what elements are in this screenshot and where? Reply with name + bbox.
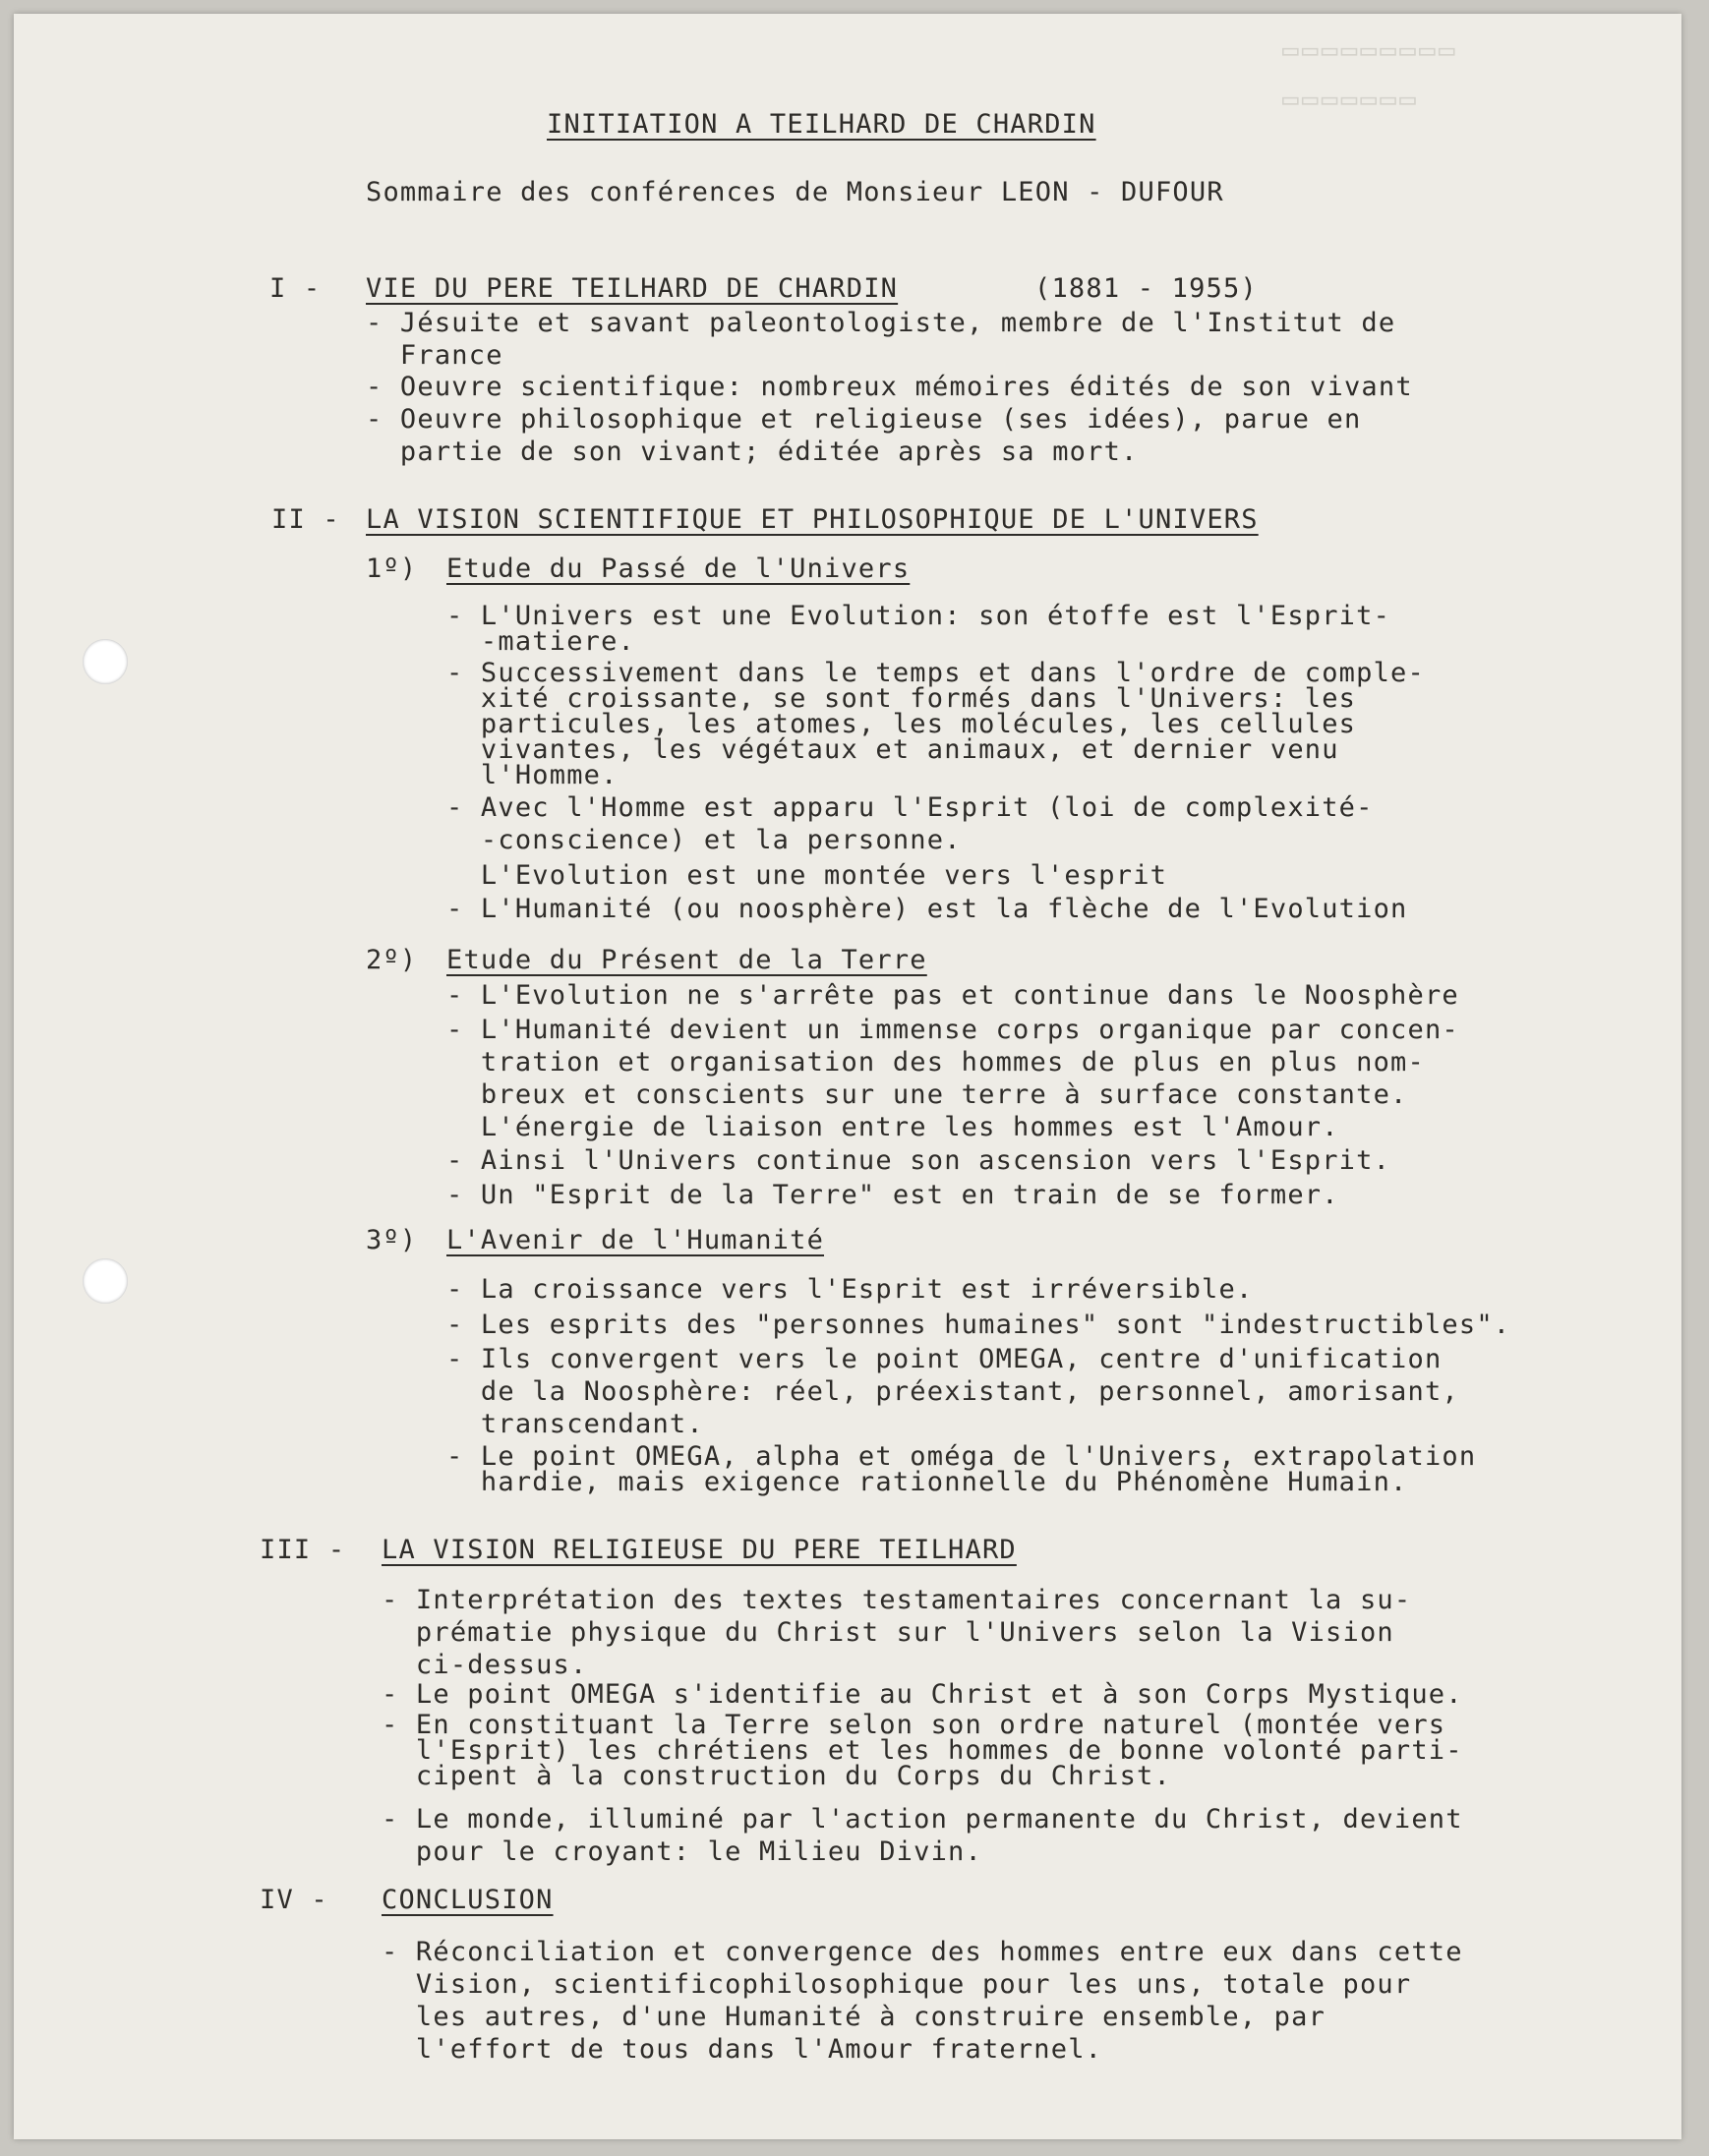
document-title: INITIATION A TEILHARD DE CHARDIN: [547, 109, 1096, 140]
subsection-3-number: 3º): [366, 1225, 418, 1255]
section-3-item: - Le monde, illuminé par l'action permanente du Christ, devient pour le croyant: le Milieu Divin.: [382, 1804, 1463, 1867]
subsection-3-item: - Les esprits des "personnes humaines" sont "indestructibles".: [446, 1310, 1511, 1340]
section-3-heading: LA VISION RELIGIEUSE DU PERE TEILHARD: [382, 1535, 1017, 1565]
section-1-item: - Oeuvre philosophique et religieuse (ses idées), parue en partie de son vivant; éditée après sa mort.: [366, 404, 1362, 467]
typed-page: [14, 14, 1681, 2139]
subsection-2-item: - Un "Esprit de la Terre" est en train de se former.: [446, 1180, 1339, 1210]
bleed-through-mark: ▭▭▭▭▭▭▭▭▭: [1282, 33, 1458, 66]
subsection-1-number: 1º): [366, 554, 418, 584]
section-1-item: - Oeuvre scientifique: nombreux mémoires édités de son vivant: [366, 372, 1413, 402]
subsection-3-item: - Ils convergent vers le point OMEGA, centre d'unification de la Noosphère: réel, préexistant, personnel, amorisant, transcendant.: [446, 1344, 1459, 1439]
section-4-heading: CONCLUSION: [382, 1885, 554, 1915]
subsection-2-item: - L'Evolution ne s'arrête pas et continue dans le Noosphère: [446, 980, 1459, 1011]
subsection-1-item: - Avec l'Homme est apparu l'Esprit (loi de complexité- -conscience) et la personne.: [446, 792, 1374, 855]
subsection-1-item: L'Evolution est une montée vers l'esprit: [446, 860, 1168, 891]
section-2-numeral: II -: [271, 504, 340, 535]
subsection-3-item: - Le point OMEGA, alpha et oméga de l'Univers, extrapolation hardie, mais exigence rationnelle du Phénomène Humain.: [446, 1441, 1477, 1497]
subsection-2-item: - L'Humanité devient un immense corps organique par concen- tration et organisation des hommes de plus en plus nom- breux et conscients sur une terre à surface constante. L'énergie de liaison entre les hommes est l'Amour.: [446, 1015, 1459, 1142]
subsection-2-heading: Etude du Présent de la Terre: [446, 945, 927, 975]
section-4-item: - Réconciliation et convergence des hommes entre eux dans cette Vision, scientificophilosophique pour les uns, totale pour les autres, d'une Humanité à construire ensemble, par l'effort de tous dans l'Amour fraternel.: [382, 1937, 1463, 2065]
bleed-through-mark: ▭▭▭▭▭▭▭: [1282, 83, 1420, 115]
document-subtitle: Sommaire des conférences de Monsieur LEON - DUFOUR: [366, 177, 1224, 207]
subsection-3-heading: L'Avenir de l'Humanité: [446, 1225, 825, 1255]
section-1-dates: (1881 - 1955): [1034, 273, 1258, 304]
section-3-item: - Le point OMEGA s'identifie au Christ et à son Corps Mystique.: [382, 1679, 1463, 1710]
section-3-numeral: III -: [260, 1535, 346, 1565]
subsection-1-heading: Etude du Passé de l'Univers: [446, 554, 911, 584]
punch-hole: [83, 1258, 128, 1304]
section-3-item: - Interprétation des textes testamentaires concernant la su- prématie physique du Christ sur l'Univers selon la Vision ci-dessus.: [382, 1585, 1412, 1680]
subsection-2-number: 2º): [366, 945, 418, 975]
subsection-1-item: - L'Univers est une Evolution: son étoffe est l'Esprit- -matiere.: [446, 601, 1391, 657]
section-3-item: - En constituant la Terre selon son ordre naturel (montée vers l'Esprit) les chrétiens et les hommes de bonne volonté parti- cipent à la construction du Corps du Christ.: [382, 1710, 1463, 1791]
punch-hole: [83, 639, 128, 684]
section-1-item: - Jésuite et savant paleontologiste, membre de l'Institut de France: [366, 308, 1396, 371]
section-1-heading: VIE DU PERE TEILHARD DE CHARDIN: [366, 273, 899, 304]
subsection-1-item: - L'Humanité (ou noosphère) est la flèche de l'Evolution: [446, 894, 1408, 924]
subsection-2-item: - Ainsi l'Univers continue son ascension vers l'Esprit.: [446, 1145, 1391, 1176]
subsection-3-item: - La croissance vers l'Esprit est irréversible.: [446, 1274, 1254, 1305]
section-1-numeral: I -: [269, 273, 322, 304]
section-2-heading: LA VISION SCIENTIFIQUE ET PHILOSOPHIQUE DE L'UNIVERS: [366, 504, 1259, 535]
section-4-numeral: IV -: [260, 1885, 328, 1915]
subsection-1-item: - Successivement dans le temps et dans l'ordre de comple- xité croissante, se sont formés dans l'Univers: les particules, les atomes, les molécules, les cellules vivantes, les végétaux et animaux, et dernier venu l'Homme.: [446, 658, 1425, 790]
